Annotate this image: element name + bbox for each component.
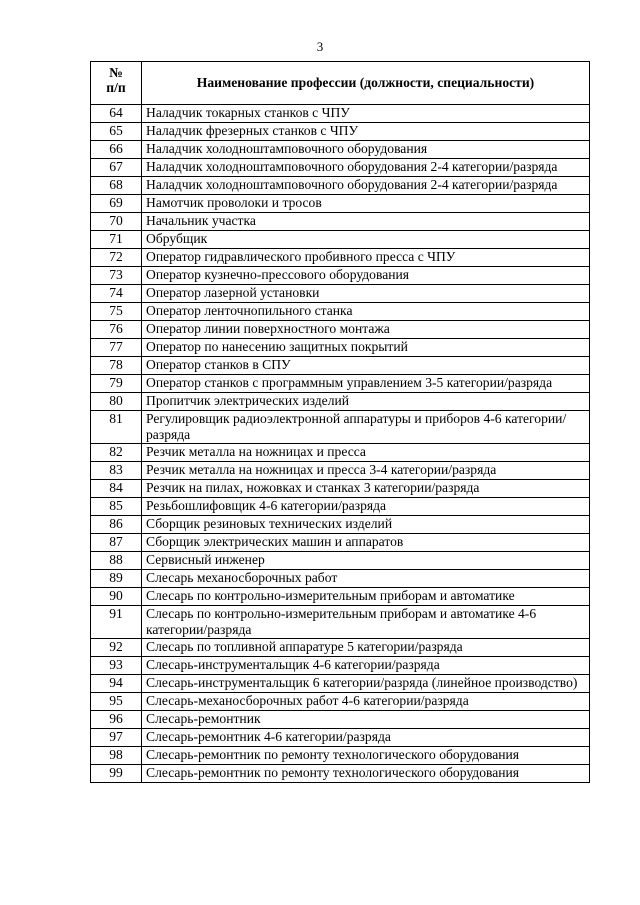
row-number: 93 (91, 657, 142, 675)
row-number: 94 (91, 675, 142, 693)
row-number: 96 (91, 711, 142, 729)
table-row (91, 729, 590, 747)
row-number: 64 (91, 105, 142, 123)
table-row (91, 552, 590, 570)
table-row (91, 516, 590, 534)
row-number: 98 (91, 747, 142, 765)
row-number: 85 (91, 498, 142, 516)
row-profession-name: Оператор гидравлического пробивного пресса с ЧПУ (142, 249, 590, 267)
table-row (91, 213, 590, 231)
row-profession-name: Пропитчик электрических изделий (142, 393, 590, 411)
row-number: 68 (91, 177, 142, 195)
row-number: 77 (91, 339, 142, 357)
row-profession-name: Слесарь по контрольно-измерительным приборам и автоматике (142, 588, 590, 606)
row-number: 74 (91, 285, 142, 303)
row-profession-name: Слесарь-ремонтник по ремонту технологического оборудования (142, 765, 590, 783)
column-header-number (91, 62, 142, 105)
table-row (91, 588, 590, 606)
table-row (91, 639, 590, 657)
row-number: 89 (91, 570, 142, 588)
row-number: 67 (91, 159, 142, 177)
table-row (91, 321, 590, 339)
table-row (91, 159, 590, 177)
row-profession-name: Резьбошлифовщик 4-6 категории/разряда (142, 498, 590, 516)
table-row (91, 462, 590, 480)
row-profession-name: Слесарь-механосборочных работ 4-6 категории/разряда (142, 693, 590, 711)
row-number: 75 (91, 303, 142, 321)
column-header-name: Наименование профессии (должности, специальности) (142, 62, 590, 105)
row-number: 83 (91, 462, 142, 480)
row-profession-name: Слесарь по топливной аппаратуре 5 категории/разряда (142, 639, 590, 657)
row-profession-name: Слесарь механосборочных работ (142, 570, 590, 588)
table-row (91, 339, 590, 357)
row-number: 66 (91, 141, 142, 159)
table-row (91, 177, 590, 195)
table-row (91, 303, 590, 321)
table-row (91, 195, 590, 213)
row-profession-name: Наладчик холодноштамповочного оборудования 2-4 категории/разряда (142, 159, 590, 177)
column-header-number-line1: № (109, 65, 123, 80)
row-number: 71 (91, 231, 142, 249)
row-profession-name: Начальник участка (142, 213, 590, 231)
row-number: 72 (91, 249, 142, 267)
page-number: 3 (316, 39, 324, 54)
row-number: 86 (91, 516, 142, 534)
row-number: 70 (91, 213, 142, 231)
table-row (91, 657, 590, 675)
row-profession-name: Резчик металла на ножницах и пресса (142, 444, 590, 462)
row-profession-name: Слесарь-ремонтник (142, 711, 590, 729)
row-number: 65 (91, 123, 142, 141)
row-profession-name: Резчик металла на ножницах и пресса 3-4 категории/разряда (142, 462, 590, 480)
row-profession-name: Слесарь по контрольно-измерительным приборам и автоматике 4-6 категории/разряда (142, 606, 590, 639)
row-number: 90 (91, 588, 142, 606)
table-row (91, 141, 590, 159)
row-profession-name: Оператор станков с программным управлением 3-5 категории/разряда (142, 375, 590, 393)
row-number: 92 (91, 639, 142, 657)
row-number: 95 (91, 693, 142, 711)
table-row (91, 675, 590, 693)
table-row (91, 393, 590, 411)
row-profession-name: Слесарь-ремонтник по ремонту технологического оборудования (142, 747, 590, 765)
table-row (91, 570, 590, 588)
table-row (91, 231, 590, 249)
table-row (91, 606, 590, 639)
row-profession-name: Резчик на пилах, ножовках и станках 3 категории/разряда (142, 480, 590, 498)
row-profession-name: Наладчик холодноштамповочного оборудования (142, 141, 590, 159)
table-row (91, 534, 590, 552)
row-profession-name: Слесарь-инструментальщик 6 категории/разряда (линейное производство) (142, 675, 590, 693)
row-profession-name: Наладчик токарных станков с ЧПУ (142, 105, 590, 123)
table-row (91, 357, 590, 375)
row-profession-name: Оператор кузнечно-прессового оборудования (142, 267, 590, 285)
row-number: 91 (91, 606, 142, 639)
row-profession-name: Слесарь-инструментальщик 4-6 категории/разряда (142, 657, 590, 675)
row-profession-name: Наладчик фрезерных станков с ЧПУ (142, 123, 590, 141)
table-row (91, 267, 590, 285)
row-number: 76 (91, 321, 142, 339)
row-profession-name: Сборщик резиновых технических изделий (142, 516, 590, 534)
row-number: 78 (91, 357, 142, 375)
row-number: 73 (91, 267, 142, 285)
row-profession-name: Оператор по нанесению защитных покрытий (142, 339, 590, 357)
table-header-row (91, 62, 590, 105)
table-row (91, 747, 590, 765)
row-profession-name: Обрубщик (142, 231, 590, 249)
row-number: 81 (91, 411, 142, 444)
row-profession-name: Сервисный инженер (142, 552, 590, 570)
row-profession-name: Оператор линии поверхностного монтажа (142, 321, 590, 339)
table-row (91, 411, 590, 444)
row-number: 82 (91, 444, 142, 462)
table-row (91, 444, 590, 462)
table-row (91, 285, 590, 303)
row-number: 97 (91, 729, 142, 747)
table-row (91, 123, 590, 141)
table-row (91, 105, 590, 123)
column-header-number-line2: п/п (106, 80, 126, 95)
row-profession-name: Оператор ленточнопильного станка (142, 303, 590, 321)
row-profession-name: Сборщик электрических машин и аппаратов (142, 534, 590, 552)
row-profession-name: Оператор лазерной установки (142, 285, 590, 303)
row-profession-name: Наладчик холодноштамповочного оборудования 2-4 категории/разряда (142, 177, 590, 195)
table-row (91, 498, 590, 516)
row-number: 69 (91, 195, 142, 213)
table-row (91, 375, 590, 393)
row-profession-name: Намотчик проволоки и тросов (142, 195, 590, 213)
table-row (91, 765, 590, 783)
table-row (91, 249, 590, 267)
row-number: 80 (91, 393, 142, 411)
row-number: 88 (91, 552, 142, 570)
table-body (91, 105, 590, 783)
row-profession-name: Оператор станков в СПУ (142, 357, 590, 375)
row-profession-name: Регулировщик радиоэлектронной аппаратуры и приборов 4-6 категории/разряда (142, 411, 590, 444)
row-number: 84 (91, 480, 142, 498)
row-profession-name: Слесарь-ремонтник 4-6 категории/разряда (142, 729, 590, 747)
table-row (91, 480, 590, 498)
row-number: 87 (91, 534, 142, 552)
table-row (91, 711, 590, 729)
table-row (91, 693, 590, 711)
row-number: 79 (91, 375, 142, 393)
profession-table (90, 61, 590, 783)
row-number: 99 (91, 765, 142, 783)
